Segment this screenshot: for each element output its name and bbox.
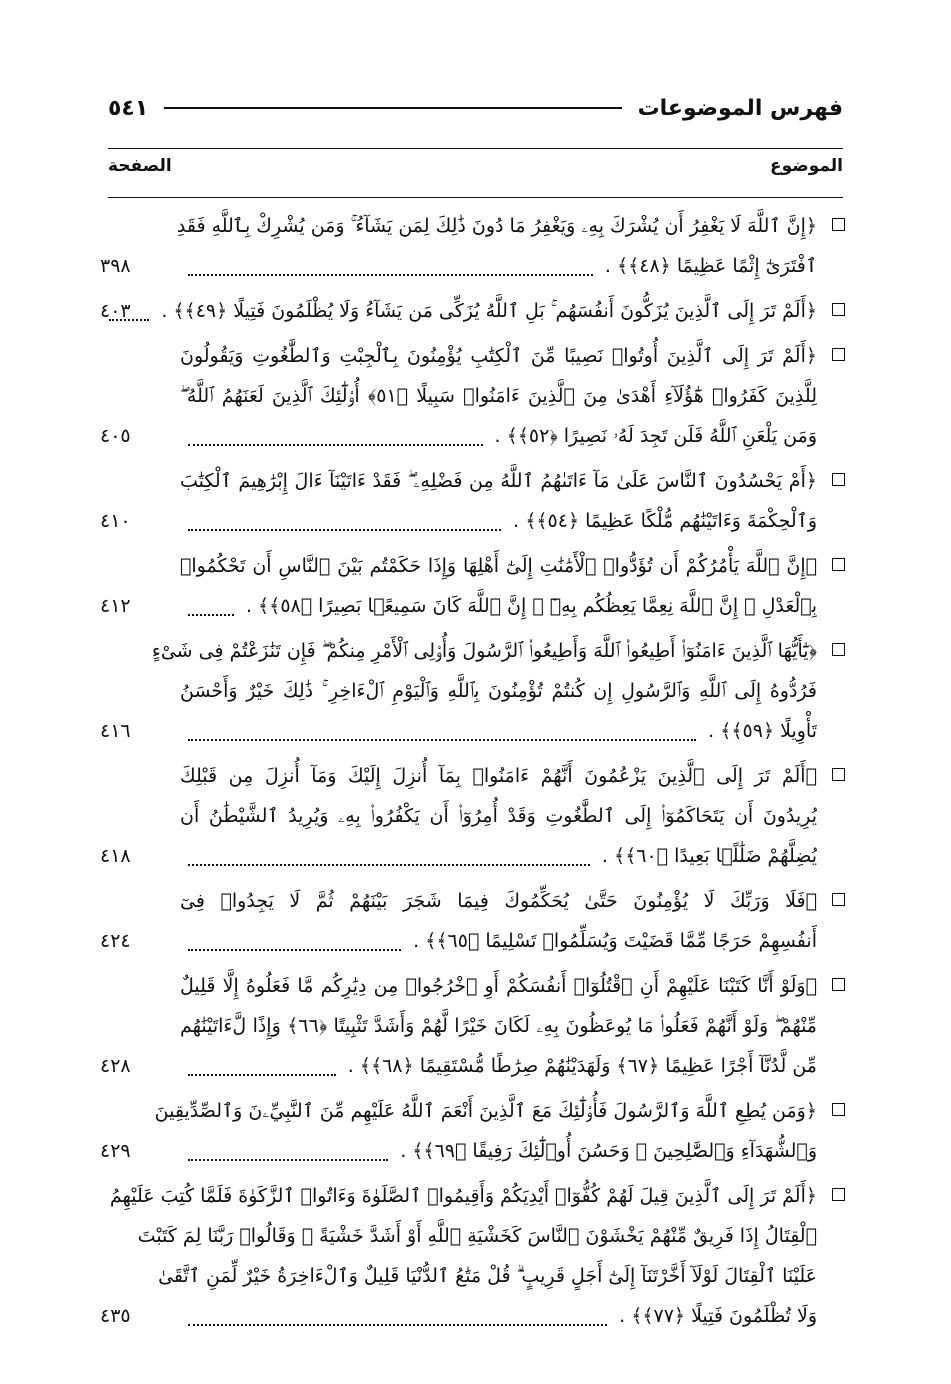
entry-page-number: ٤١٠ [100,510,131,532]
index-entry [100,881,847,961]
index-entry [100,631,847,751]
entry-page-number: ٤٢٨ [100,1055,131,1077]
entry-text-line: ﴿إِنَّ ٱللَّهَ يَأْمُرُكُمْ أَن تُؤَدُّوا۟ ٱلْأَمَٰنَٰتِ إِلَىٰٓ أَهْلِهَا وَإِذَا حَكَمْتُم بَيْنَ ٱلنَّاسِ أَن تَحْكُمُوا۟ [180,555,817,577]
dot-leader [188,1306,607,1326]
entry-text-line [100,921,817,961]
index-entry [100,461,847,541]
index-entry [100,1176,847,1336]
dot-leader [188,426,483,446]
dot-leader [188,721,696,741]
entry-text-line: فَرُدُّوهُ إِلَى ٱللَّهِ وَٱلرَّسُولِ إِن كُنتُمْ تُؤْمِنُونَ بِٱللَّهِ وَٱلْيَوْمِ ٱلْءَاخِرِ ۚ ذَٰلِكَ خَيْرٌ وَأَحْسَنُ [180,680,817,702]
square-bullet-icon [832,558,845,571]
entry-page-number: ٤١٦ [100,720,131,742]
index-entry [100,756,847,876]
running-head-rule [164,107,621,109]
entry-text-line: ﴿أَلَمْ تَرَ إِلَى ٱلَّذِينَ قِيلَ لَهُمْ كُفُّوٓا۟ أَيْدِيَكُمْ وَأَقِيمُوا۟ ٱلصَّلَوٰةَ وَءَاتُوا۟ ٱلزَّكَوٰةَ فَلَمَّا كُتِبَ عَلَيْهِمُ [109,1185,817,1207]
square-bullet-icon [832,1188,845,1201]
entry-text-line: ﴿إِنَّ ٱللَّهَ لَا يَغْفِرُ أَن يُشْرَكَ بِهِۦ وَيَغْفِرُ مَا دُونَ ذَٰلِكَ لِمَن يَشَآءُ ۚ وَمَن يُشْرِكْ بِٱللَّهِ فَقَدِ [176,215,817,237]
entry-text-line: ﴿أَلَمْ تَرَ إِلَى ٱلَّذِينَ أُوتُوا۟ نَصِيبًا مِّنَ ٱلْكِتَٰبِ يُؤْمِنُونَ بِٱلْجِبْتِ وَٱلطَّٰغُوتِ وَيَقُولُونَ [180,345,817,367]
square-bullet-icon [832,348,845,361]
entry-text: مِّن لَّدُنَّآ أَجْرًا عَظِيمًا ﴿٦٧﴾ وَلَهَدَيْنَٰهُمْ صِرَٰطًا مُّسْتَقِيمًا ﴿٦٨﴾﴾ . [347,1055,817,1077]
entry-page-number: ٣٩٨ [100,255,131,277]
entry-text: وَٱلشُّهَدَآءِ وَٱلصَّٰلِحِينَ ۚ وَحَسُنَ أُو۟لَٰٓئِكَ رَفِيقًا ﴿٦٩﴾﴾ . [400,1140,817,1162]
index-entry [100,966,847,1086]
column-headings [108,156,843,188]
entry-page-number: ٤٠٣ [100,300,131,322]
page-column-label: الصفحة [108,156,172,176]
entry-page-number: ٤١٢ [100,595,131,617]
square-bullet-icon [832,1103,845,1116]
entry-text: ٱفْتَرَىٰٓ إِثْمًا عَظِيمًا ﴿٤٨﴾﴾ . [604,255,817,277]
index-entry [100,291,847,331]
dot-leader [188,1056,336,1076]
entry-text: ﴿أَلَمْ تَرَ إِلَى ٱلَّذِينَ يُزَكُّونَ أَنفُسَهُم ۚ بَلِ ٱللَّهُ يُزَكِّى مَن يَشَآءُ وَلَا يُظْلَمُونَ فَتِيلًا ﴿٤٩﴾﴾ . [161,300,817,322]
square-bullet-icon [832,768,845,781]
dot-leader [188,511,501,531]
entry-text-line [100,246,817,286]
entry-text-line [100,1046,817,1086]
entry-text-line [100,416,817,456]
entry-text-line [100,1296,817,1336]
entry-text-line [100,711,817,751]
dot-leader [188,256,593,276]
entry-text-line: ﴿وَلَوْ أَنَّا كَتَبْنَا عَلَيْهِمْ أَنِ ٱقْتُلُوٓا۟ أَنفُسَكُمْ أَوِ ٱخْرُجُوا۟ مِن دِيَٰرِكُم مَّا فَعَلُوهُ إِلَّا قَلِيلٌ [180,975,817,997]
dot-leader [188,931,401,951]
entry-text-line: ﴿يَٰٓأَيُّهَا ٱلَّذِينَ ءَامَنُوٓا۟ أَطِيعُوا۟ ٱللَّهَ وَأَطِيعُوا۟ ٱلرَّسُولَ وَأُو۟لِى ٱلْأَمْرِ مِنكُمْ ۖ فَإِن تَنَٰزَعْتُمْ فِى شَىْءٍ [151,640,817,662]
dot-leader [188,596,234,616]
entry-text: وَٱلْحِكْمَةَ وَءَاتَيْنَٰهُم مُّلْكًا عَظِيمًا ﴿٥٤﴾﴾ . [513,510,817,532]
running-head-page-number: ٥٤١ [108,95,149,121]
entry-text: بِٱلْعَدْلِ ۚ إِنَّ ٱللَّهَ نِعِمَّا يَعِظُكُم بِهِۦٓ ۗ إِنَّ ٱللَّهَ كَانَ سَمِيعًۢا بَصِيرًا ﴿٥٨﴾﴾ . [245,595,817,617]
entry-page-number: ٤٠٥ [100,425,131,447]
index-entry [100,1091,847,1171]
index-entry [100,336,847,456]
square-bullet-icon [832,303,845,316]
entry-page-number: ٤٣٥ [100,1305,131,1327]
entry-text-line: ﴿فَلَا وَرَبِّكَ لَا يُؤْمِنُونَ حَتَّىٰ يُحَكِّمُوكَ فِيمَا شَجَرَ بَيْنَهُمْ ثُمَّ لَا يَجِدُوا۟ فِىٓ [180,890,817,912]
entry-text-line: عَلَيْنَا ٱلْقِتَالَ لَوْلَآ أَخَّرْتَنَآ إِلَىٰٓ أَجَلٍ قَرِيبٍ ۗ قُلْ مَتَٰعُ ٱلدُّنْيَا قَلِيلٌ وَٱلْءَاخِرَةُ خَيْرٌ لِّمَنِ ٱتَّقَىٰ [158,1265,817,1287]
square-bullet-icon [832,893,845,906]
entry-page-number: ٤٢٩ [100,1140,131,1162]
running-head [108,88,843,128]
square-bullet-icon [832,473,845,486]
column-divider [108,197,843,198]
running-head-title: فهرس الموضوعات [637,95,843,121]
header-divider [108,148,843,149]
square-bullet-icon [832,643,845,656]
entry-text: يُضِلَّهُمْ ضَلَٰلًۢا بَعِيدًا ﴿٦٠﴾﴾ . [601,845,817,867]
entry-text-line [100,1131,817,1171]
entry-text-line [100,586,817,626]
entry-text-line: ﴿وَمَن يُطِعِ ٱللَّهَ وَٱلرَّسُولَ فَأُو۟لَٰٓئِكَ مَعَ ٱلَّذِينَ أَنْعَمَ ٱللَّهُ عَلَيْهِم مِّنَ ٱلنَّبِيِّۦنَ وَٱلصِّدِّيقِينَ [154,1100,817,1122]
square-bullet-icon [832,978,845,991]
entry-text: وَلَا تُظْلَمُونَ فَتِيلًا ﴿٧٧﴾﴾ . [619,1305,817,1327]
entry-text-line: ﴿أَلَمْ تَرَ إِلَى ٱلَّذِينَ يَزْعُمُونَ أَنَّهُمْ ءَامَنُوا۟ بِمَآ أُنزِلَ إِلَيْكَ وَمَآ أُنزِلَ مِن قَبْلِكَ [180,765,817,787]
index-entry [100,546,847,626]
index-entries [100,206,847,1341]
entry-text: تَأْوِيلًا ﴿٥٩﴾﴾ . [708,720,817,742]
entry-text-line [100,836,817,876]
index-entry [100,206,847,286]
entry-text-line [100,501,817,541]
topic-column-label: الموضوع [770,156,843,176]
entry-page-number: ٤٢٤ [100,930,131,952]
entry-text-line: ﴿أَمْ يَحْسُدُونَ ٱلنَّاسَ عَلَىٰ مَآ ءَاتَىٰهُمُ ٱللَّهُ مِن فَضْلِهِۦ ۖ فَقَدْ ءَاتَيْنَآ ءَالَ إِبْرَٰهِيمَ ٱلْكِتَٰبَ [180,470,817,492]
dot-leader [188,846,590,866]
entry-page-number: ٤١٨ [100,845,131,867]
entry-text: وَمَن يَلْعَنِ ٱللَّهُ فَلَن تَجِدَ لَهُۥ نَصِيرًا ﴿٥٢﴾﴾ . [494,425,817,447]
entry-text-line [100,291,817,331]
entry-text-line: ٱلْقِتَالُ إِذَا فَرِيقٌ مِّنْهُمْ يَخْشَوْنَ ٱلنَّاسَ كَخَشْيَةِ ٱللَّهِ أَوْ أَشَدَّ خَشْيَةً ۚ وَقَالُوا۟ رَبَّنَا لِمَ كَتَبْتَ [137,1225,817,1247]
entry-text-line: لِلَّذِينَ كَفَرُوا۟ هَٰٓؤُلَآءِ أَهْدَىٰ مِنَ ٱلَّذِينَ ءَامَنُوا۟ سَبِيلًا ﴿٥١﴾ أُو۟لَٰٓئِكَ ٱلَّذِينَ لَعَنَهُمُ ٱللَّهُ ۖ [180,385,817,407]
entry-text-line: مِّنْهُمْ ۖ وَلَوْ أَنَّهُمْ فَعَلُوا۟ مَا يُوعَظُونَ بِهِۦ لَكَانَ خَيْرًا لَّهُمْ وَأَشَدَّ تَثْبِيتًا ﴿٦٦﴾ وَإِذًا لَّءَاتَيْنَٰهُم [180,1015,817,1037]
entry-text-line: يُرِيدُونَ أَن يَتَحَاكَمُوٓا۟ إِلَى ٱلطَّٰغُوتِ وَقَدْ أُمِرُوٓا۟ أَن يَكْفُرُوا۟ بِهِۦ وَيُرِيدُ ٱلشَّيْطَٰنُ أَن [180,805,817,827]
dot-leader [188,1141,388,1161]
entry-text: أَنفُسِهِمْ حَرَجًا مِّمَّا قَضَيْتَ وَيُسَلِّمُوا۟ تَسْلِيمًا ﴿٦٥﴾﴾ . [413,930,817,952]
square-bullet-icon [832,218,845,231]
